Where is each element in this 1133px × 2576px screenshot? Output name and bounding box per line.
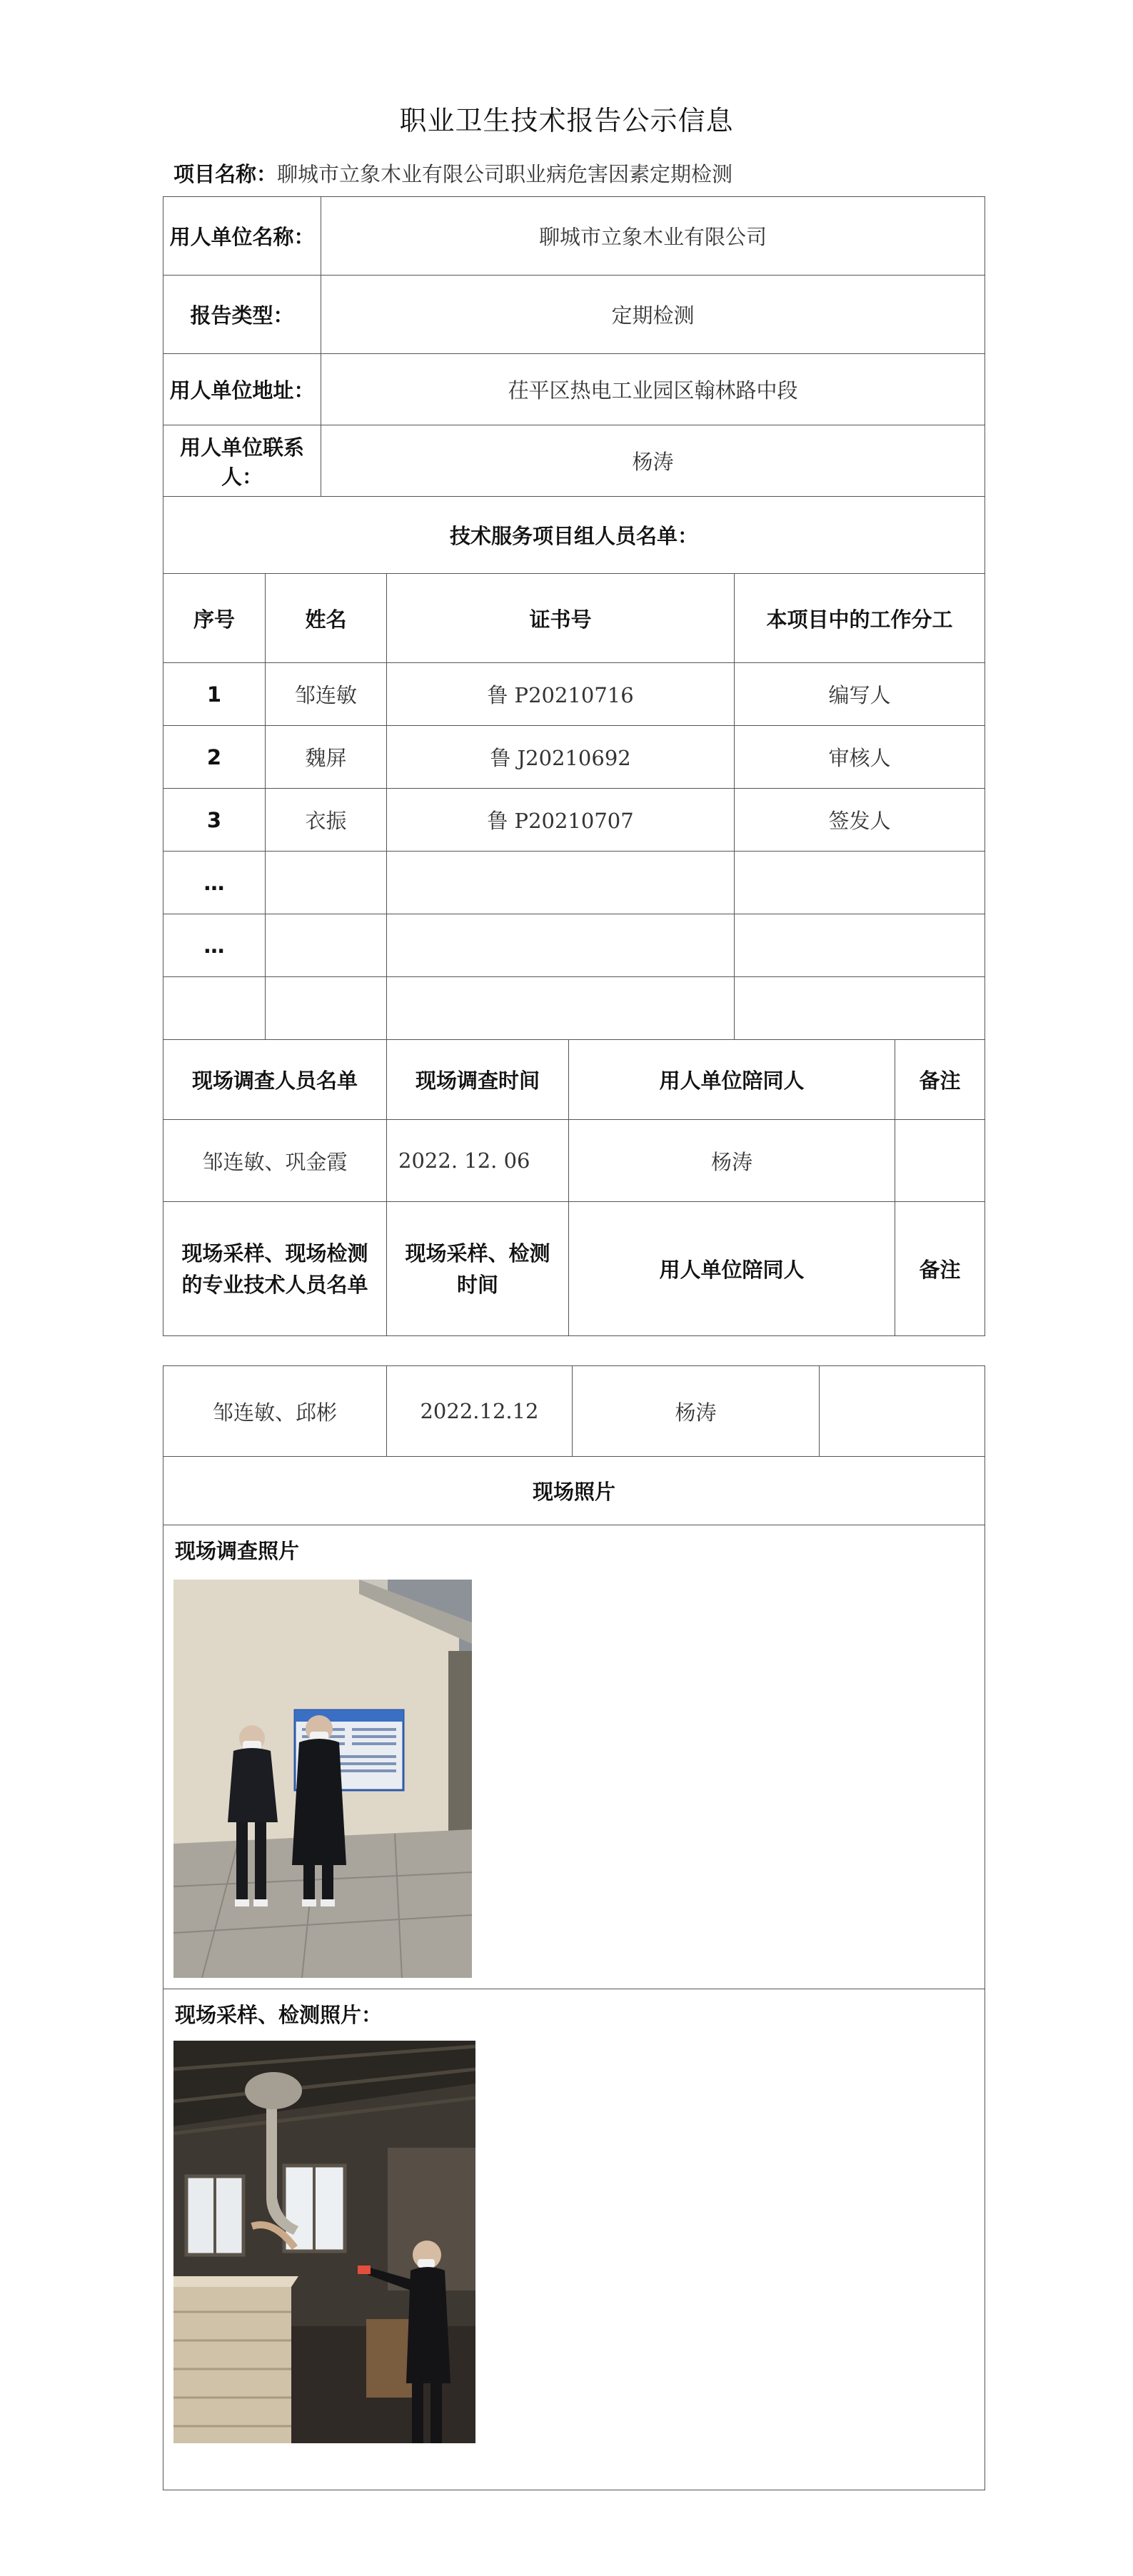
- row-name: [266, 914, 387, 977]
- team-header-row: [163, 574, 985, 663]
- col-role: 本项目中的工作分工: [735, 574, 985, 663]
- project-label: 项目名称：: [173, 162, 278, 186]
- photos-heading: 现场照片: [163, 1457, 985, 1525]
- survey-col-companion: 用人单位陪同人: [569, 1040, 895, 1120]
- col-cert: 证书号: [387, 574, 735, 663]
- table-row: [163, 789, 985, 852]
- col-name: 姓名: [266, 574, 387, 663]
- survey-photo-cell: [163, 1525, 985, 1989]
- sampling-companion: 杨涛: [573, 1366, 820, 1457]
- survey-col-time: 现场调查时间: [387, 1040, 569, 1120]
- sampling-col-time: 现场采样、检测时间: [387, 1202, 569, 1336]
- row-cert: [387, 852, 735, 914]
- report-info-table: [163, 196, 985, 1336]
- row-role: [735, 852, 985, 914]
- table-row: [163, 977, 985, 1040]
- survey-companion: 杨涛: [569, 1120, 895, 1202]
- row-cert: 鲁 J20210692: [387, 726, 735, 789]
- sampling-staff: 邹连敏、邱彬: [163, 1366, 387, 1457]
- table-row: [163, 663, 985, 726]
- unit-address-label: 用人单位地址：: [163, 354, 321, 425]
- col-no: 序号: [163, 574, 266, 663]
- sampling-col-companion: 用人单位陪同人: [569, 1202, 895, 1336]
- team-heading: 技术服务项目组人员名单：: [163, 497, 985, 574]
- row-cert: [387, 977, 735, 1040]
- unit-contact-value: 杨涛: [321, 425, 985, 497]
- sampling-note: [820, 1366, 985, 1457]
- row-cert: 鲁 P20210716: [387, 663, 735, 726]
- row-name: [266, 977, 387, 1040]
- survey-note: [895, 1120, 985, 1202]
- row-no: 3: [163, 789, 266, 852]
- survey-staff: 邹连敏、巩金霞: [163, 1120, 387, 1202]
- row-role: 编写人: [735, 663, 985, 726]
- survey-photo-image: [173, 1580, 472, 1978]
- photos-heading-row: [163, 1457, 985, 1525]
- row-name: 邹连敏: [266, 663, 387, 726]
- survey-header-row: [163, 1040, 985, 1120]
- row-name: 魏屏: [266, 726, 387, 789]
- row-role: [735, 914, 985, 977]
- survey-col-staff: 现场调查人员名单: [163, 1040, 387, 1120]
- table-row: [163, 852, 985, 914]
- sampling-time: 2022.12.12: [387, 1366, 573, 1457]
- survey-row: [163, 1120, 985, 1202]
- sampling-photo: [173, 2041, 475, 2443]
- survey-col-note: 备注: [895, 1040, 985, 1120]
- unit-address-row: [163, 354, 985, 425]
- sampling-col-note: 备注: [895, 1202, 985, 1336]
- sampling-photo-cell: [163, 1989, 985, 2490]
- row-name: 衣振: [266, 789, 387, 852]
- unit-name-row: [163, 197, 985, 276]
- report-type-value: 定期检测: [321, 276, 985, 354]
- row-name: [266, 852, 387, 914]
- sampling-photo-row: [163, 1989, 985, 2490]
- row-role: 审核人: [735, 726, 985, 789]
- sampling-photo-image: [173, 2041, 475, 2443]
- survey-photo-title: 现场调查照片: [175, 1539, 300, 1563]
- row-no: 2: [163, 726, 266, 789]
- table-row: [163, 914, 985, 977]
- survey-time: 2022. 12. 06: [387, 1120, 569, 1202]
- sampling-row: [163, 1366, 985, 1457]
- sampling-header-row: [163, 1202, 985, 1336]
- sampling-photo-title: 现场采样、检测照片：: [175, 2003, 383, 2027]
- report-type-row: [163, 276, 985, 354]
- row-no: …: [163, 914, 266, 977]
- report-type-label: 报告类型：: [163, 276, 321, 354]
- table-row: [163, 726, 985, 789]
- unit-address-value: 茌平区热电工业园区翰林路中段: [321, 354, 985, 425]
- row-no: 1: [163, 663, 266, 726]
- project-name: [173, 158, 732, 188]
- sampling-col-staff: 现场采样、现场检测的专业技术人员名单: [163, 1202, 387, 1336]
- row-no: …: [163, 852, 266, 914]
- survey-photo-row: [163, 1525, 985, 1989]
- unit-contact-row: [163, 425, 985, 497]
- row-cert: 鲁 P20210707: [387, 789, 735, 852]
- project-value: 聊城市立象木业有限公司职业病危害因素定期检测: [277, 162, 733, 186]
- row-cert: [387, 914, 735, 977]
- survey-photo: [173, 1580, 472, 1978]
- row-no: [163, 977, 266, 1040]
- sampling-photo-table: [163, 1365, 985, 2490]
- page-title: 职业卫生技术报告公示信息: [399, 105, 734, 136]
- unit-name-label: 用人单位名称：: [163, 197, 321, 276]
- unit-name-value: 聊城市立象木业有限公司: [321, 197, 985, 276]
- team-heading-row: [163, 497, 985, 574]
- unit-contact-label: 用人单位联系人：: [163, 425, 321, 497]
- row-role: [735, 977, 985, 1040]
- row-role: 签发人: [735, 789, 985, 852]
